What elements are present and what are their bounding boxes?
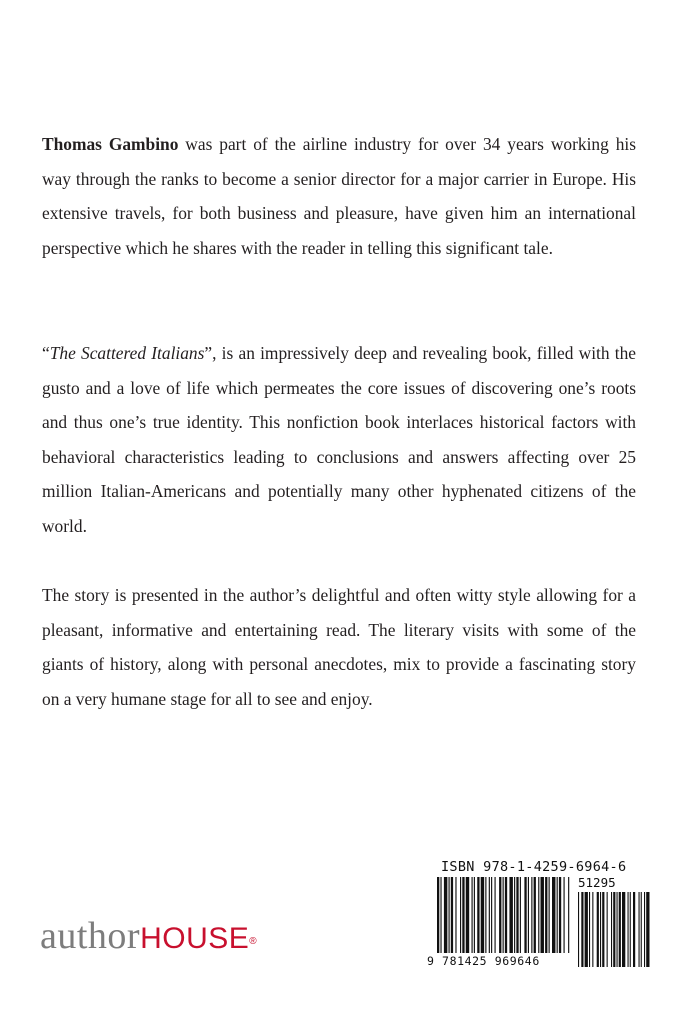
barcode-bar [485,877,486,953]
book-title: The Scattered Italians [49,343,205,363]
barcode-bar [514,877,515,953]
ean-digits: 9 781425 969646 [427,954,540,968]
barcode-bar [491,877,492,953]
barcode-bar [509,877,512,953]
barcode-bar [481,877,484,953]
barcode-bar [524,877,526,953]
addon-bar [639,892,640,967]
barcode-bar [516,877,518,953]
addon-bar [622,892,625,967]
barcode-bar [505,877,507,953]
barcode-bar [460,877,461,953]
authorhouse-logo [40,912,257,963]
logo-house-text: HOUSE [140,922,250,955]
barcode-bar [455,877,456,953]
story-style-paragraph [42,578,636,716]
barcode-bar [541,877,544,953]
addon-bar [592,892,593,967]
barcode-bar [462,877,464,953]
addon-bar [585,892,588,967]
addon-bar [644,892,645,967]
price-code: 51295 [578,875,616,890]
barcode-bar [538,877,539,953]
book-description-paragraph [42,336,636,544]
addon-bar [628,892,629,967]
barcode-bar [549,877,550,953]
barcode-bar [449,877,450,953]
addon-bar [630,892,631,967]
barcode-bar [528,877,529,953]
barcode-bar [557,877,558,953]
barcode-bar [531,877,532,953]
barcode-bar [474,877,475,953]
addon-bar [641,892,642,967]
barcode-bar [477,877,479,953]
author-name: Thomas Gambino [42,134,179,154]
addon-bar [646,892,649,967]
addon-bar [619,892,621,967]
addon-bar [611,892,612,967]
addon-bar [617,892,618,967]
isbn-barcode [423,857,651,972]
addon-bar [607,892,608,967]
story-style-text: The story is presented in the author’s delightful and often witty style allowing for a pleasant, informative and entertaining read. The literary visits with some of the giants of history, along with personal anecdotes, mix to provide a fascinating story on a very humane stage for all to see and enjoy. [42,585,636,709]
addon-bar [578,892,579,967]
barcode-bar [451,877,453,953]
barcode-bar [489,877,490,953]
barcode-bar [545,877,547,953]
open-quote: “ [42,343,50,363]
author-bio-paragraph [42,127,636,265]
barcode-bar [437,877,439,953]
barcode-bar [444,877,447,953]
barcode-bar [499,877,501,953]
barcode-bar [440,877,441,953]
barcode-bar [495,877,496,953]
isbn-label: ISBN 978-1-4259-6964-6 [441,859,627,875]
addon-bar [581,892,583,967]
registered-mark: ® [249,936,257,947]
barcode-bar [520,877,521,953]
barcode-bar [568,877,569,953]
addon-bar [613,892,615,967]
addon-bar [597,892,599,967]
barcode-bar [503,877,504,953]
addon-bar [600,892,601,967]
barcode-bar [472,877,473,953]
barcode-bar [534,877,536,953]
barcode-bar [552,877,555,953]
addon-bar [602,892,604,967]
logo-author-text: author [40,915,141,957]
addon-bar [633,892,635,967]
addon-bar [589,892,590,967]
author-bio-text: was part of the airline industry for over 34 years working his way through the ranks to become a senior director for a major carrier in Europe. His extensive travels, for both business and pleasure, have given him an international perspective which he shares with the reader in telling this significant tale. [42,134,636,258]
barcode-bar [564,877,565,953]
barcode-bar [559,877,561,953]
barcode-bar [466,877,469,953]
book-description-text: ”, is an impressively deep and revealing book, filled with the gusto and a love of life which permeates the core issues of discovering one’s roots and thus one’s true identity. This nonfiction book interlaces historical factors with behavioral characteristics leading to conclusions and answers affecting over 25 million Italian-Americans and potentially many other hyphenated citizens of the world. [42,343,637,536]
